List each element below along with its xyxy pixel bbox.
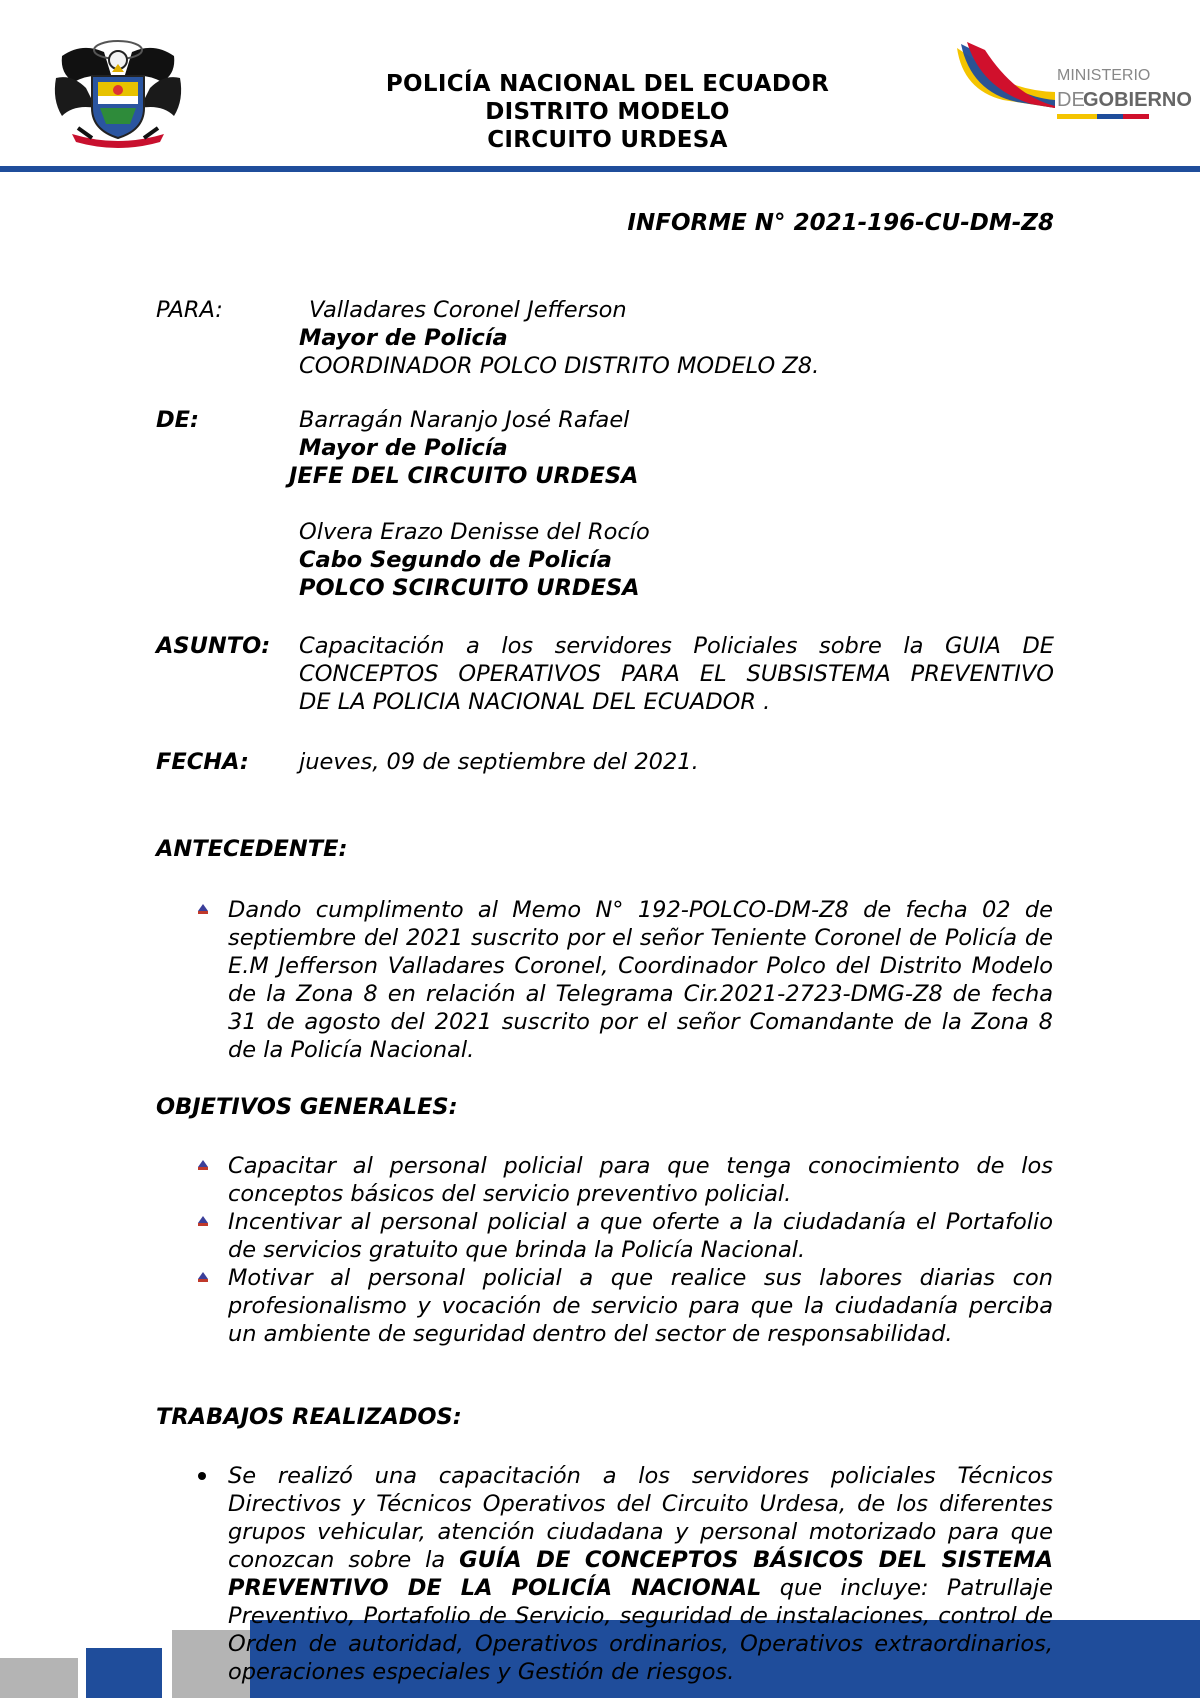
ministry-label-top: MINISTERIO bbox=[1057, 67, 1151, 84]
institution-titles bbox=[300, 70, 915, 154]
list-item bbox=[228, 1264, 1053, 1348]
ministry-label-de: DE bbox=[1057, 89, 1085, 111]
list-item bbox=[228, 1152, 1053, 1208]
objetivos-heading: OBJETIVOS GENERALES: bbox=[156, 1094, 458, 1120]
de-label: DE: bbox=[156, 407, 200, 433]
footer-square-gray-1 bbox=[0, 1658, 78, 1698]
police-crest-logo bbox=[52, 38, 184, 146]
de-name-2: Olvera Erazo Denisse del Rocío bbox=[299, 519, 650, 545]
de-rank-2: Cabo Segundo de Policía bbox=[299, 547, 612, 573]
dot-bullet-icon bbox=[198, 1472, 206, 1480]
letterhead bbox=[0, 0, 1200, 172]
asunto-line-3: DE LA POLICIA NACIONAL DEL ECUADOR . bbox=[299, 689, 771, 715]
para-label: PARA: bbox=[156, 297, 223, 323]
asunto-line-2: CONCEPTOS OPERATIVOS PARA EL SUBSISTEMA PREVENTIVO bbox=[299, 661, 1054, 687]
report-number: INFORME N° 2021-196-CU-DM-Z8 bbox=[627, 210, 1054, 236]
antecedente-text: Dando cumplimento al Memo N° 192-POLCO-DM-Z8 de fecha 02 de septiembre del 2021 suscrito por el señor Teniente Coronel de Policía de E.M Jefferson Valladares Coronel, Coordinador Polco del Distrito Modelo de la Zona 8 en relación al Telegrama Cir.2021-2723-DMG-Z8 de fecha 31 de agosto del 2021 suscrito por el señor Comandante de la Zona 8 de la Policía Nacional. bbox=[228, 897, 1053, 1063]
objetivos-list bbox=[228, 1152, 1053, 1348]
trabajos-heading: TRABAJOS REALIZADOS: bbox=[156, 1404, 462, 1430]
trabajo-text-start: Se realizó una capacitación a los servidores policiales Técnicos Directivos y Técnicos Operativos del Circuito Urdesa, de los diferentes grupos vehicular, atención ciudadana y personal motorizado para que conozcan sobre la bbox=[228, 1463, 1053, 1573]
ministry-label-main: GOBIERNO bbox=[1083, 89, 1192, 111]
asunto-line-1: Capacitación a los servidores Policiales sobre la GUIA DE bbox=[299, 633, 1054, 659]
ministerio-de-gobierno-logo bbox=[955, 40, 1192, 130]
de-role-1: JEFE DEL CIRCUITO URDESA bbox=[289, 463, 639, 489]
arrow-bullet-icon bbox=[196, 902, 210, 916]
list-item bbox=[228, 896, 1053, 1064]
trabajo-text-end: que incluye: Patrullaje Preventivo, Portafolio de Servicio, seguridad de instalaciones, control de Orden de autoridad, Operativos ordinarios, Operativos extraordinarios, operaciones especiales y Gestión de riesgos. bbox=[228, 1575, 1054, 1685]
footer-square-blue bbox=[86, 1648, 162, 1698]
arrow-bullet-icon bbox=[196, 1270, 210, 1284]
para-role: COORDINADOR POLCO DISTRITO MODELO Z8. bbox=[299, 353, 820, 379]
para-block bbox=[156, 296, 1056, 386]
de-role-2: POLCO SCIRCUITO URDESA bbox=[299, 575, 640, 601]
institution-name: POLICÍA NACIONAL DEL ECUADOR bbox=[385, 71, 830, 97]
objetivo-text-1: Capacitar al personal policial para que tenga conocimiento de los conceptos básicos del servicio preventivo policial. bbox=[228, 1153, 1053, 1207]
objetivo-text-3: Motivar al personal policial a que realice sus labores diarias con profesionalismo y vocación de servicio para que la ciudadanía perciba un ambiente de seguridad dentro del sector de responsabilidad. bbox=[228, 1265, 1053, 1347]
fecha-label: FECHA: bbox=[156, 749, 249, 775]
para-name: Valladares Coronel Jefferson bbox=[309, 297, 627, 323]
header-divider bbox=[0, 166, 1200, 172]
arrow-bullet-icon bbox=[196, 1158, 210, 1172]
asunto-block bbox=[156, 632, 1056, 722]
de-name-1: Barragán Naranjo José Rafael bbox=[299, 407, 630, 433]
district-name: DISTRITO MODELO bbox=[485, 99, 730, 125]
para-rank: Mayor de Policía bbox=[299, 325, 508, 351]
trabajos-list bbox=[228, 1462, 1053, 1686]
asunto-label: ASUNTO: bbox=[156, 633, 271, 659]
list-item bbox=[228, 1208, 1053, 1264]
de-block bbox=[156, 406, 1056, 606]
fecha-block bbox=[156, 748, 1056, 778]
antecedente-heading: ANTECEDENTE: bbox=[156, 836, 348, 862]
trabajo-text-bold: GUÍA DE CONCEPTOS BÁSICOS DEL SISTEMA PREVENTIVO DE LA POLICÍA NACIONAL bbox=[228, 1547, 1053, 1601]
fecha-value: jueves, 09 de septiembre del 2021. bbox=[299, 749, 699, 775]
objetivo-text-2: Incentivar al personal policial a que oferte a la ciudadanía el Portafolio de servicios gratuito que brinda la Policía Nacional. bbox=[228, 1209, 1053, 1263]
arrow-bullet-icon bbox=[196, 1214, 210, 1228]
antecedente-list bbox=[228, 896, 1053, 1064]
list-item bbox=[228, 1462, 1053, 1686]
de-rank-1: Mayor de Policía bbox=[299, 435, 508, 461]
circuit-name: CIRCUITO URDESA bbox=[487, 127, 728, 153]
